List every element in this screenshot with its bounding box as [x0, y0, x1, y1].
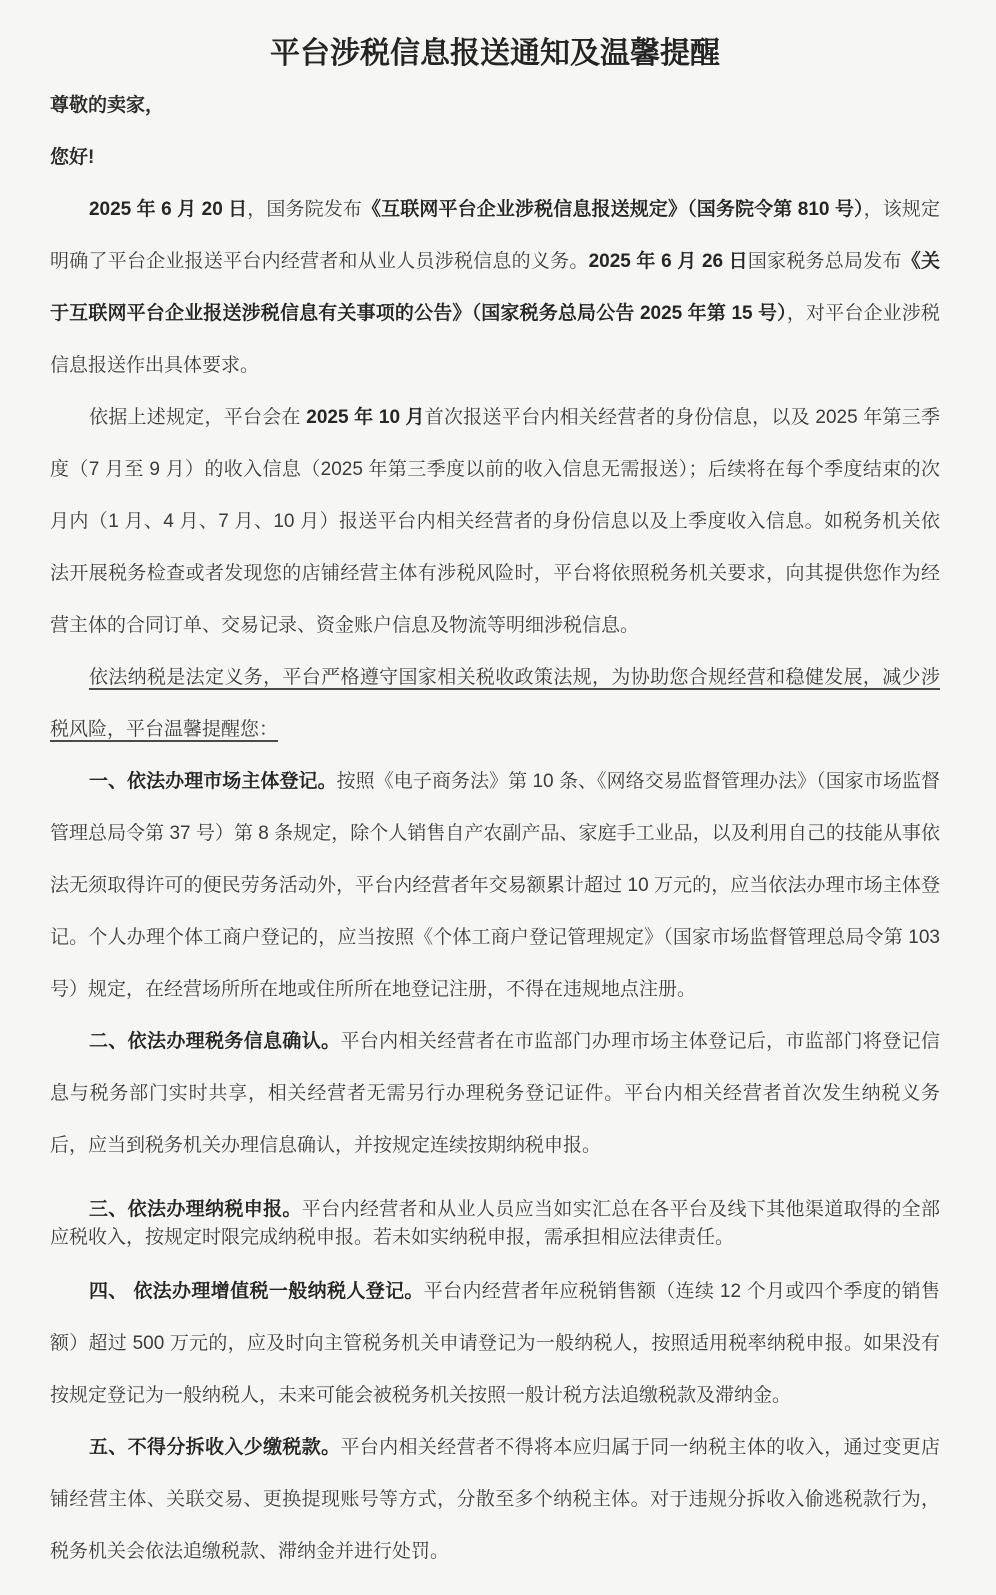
text-segment: ，该规定明确了平台企业报送平台内经营者和从业人员涉税信息的义务。 [50, 199, 940, 272]
bold-text-segment: 二、依法办理税务信息确认。 [88, 1031, 341, 1052]
text-segment: ，对平台企业涉税信息报送作出具体要求。 [50, 303, 940, 376]
document-body [50, 184, 940, 1578]
text-segment: 首次报送平台内相关经营者的身份信息，以及 2025 年第三季度（7 月至 9 月）的收入信息（2025 年第三季度以前的收入信息无需报送）；后续将在每个季度结束的次月内（1 月、4 月、7 月、10 月）报送平台内相关经营者的身份信息以及上季度收入信息。如税务机关依法开展税务检查或者发现您的店铺经营主体有涉税风险时，平台将依照税务机关要求，向其提供您作为经营主体的合同订单、交易记录、资金账户信息及物流等明细涉税信息。 [50, 407, 940, 636]
item-1-market-entity-registration [50, 756, 940, 1016]
para-reporting-schedule [50, 392, 940, 652]
bold-text-segment: 五、不得分拆收入少缴税款。 [88, 1437, 341, 1458]
item-3-tax-declaration [50, 1196, 940, 1252]
text-segment: 按照《电子商务法》第 10 条、《网络交易监督管理办法》（国家市场监督管理总局令第 37 号）第 8 条规定，除个人销售自产农副产品、家庭手工业品，以及利用自己的技能从事依法无须取得许可的便民劳务活动外，平台内经营者年交易额累计超过 10 万元的，应当依法办理市场主体登记。个人办理个体工商户登记的，应当按照《个体工商户登记管理规定》（国家市场监督管理总局令第 103 号）规定，在经营场所所在地或住所所在地登记注册，不得在违规地点注册。 [50, 771, 940, 1000]
bold-text-segment: 四、 依法办理增值税一般纳税人登记。 [88, 1281, 424, 1302]
text-segment: 依据上述规定，平台会在 [88, 407, 307, 428]
text-segment: 平台内相关经营者不得将本应归属于同一纳税主体的收入，通过变更店铺经营主体、关联交易、更换提现账号等方式，分散至多个纳税主体。对于违规分拆收入偷逃税款行为，税务机关会依法追缴税款、滞纳金并进行处罚。 [50, 1437, 940, 1562]
text-segment: 依法纳税是法定义务，平台严格遵守国家相关税收政策法规，为协助您合规经营和稳健发展，减少涉税风险，平台温馨提醒您： [50, 667, 940, 740]
para-regulation-announcement [50, 184, 940, 392]
item-4-vat-general-taxpayer-registration [50, 1266, 940, 1422]
para-compliance-reminder [50, 652, 940, 756]
bold-text-segment: 2025 年 6 月 20 日 [88, 199, 248, 220]
bold-text-segment: 《互联网平台企业涉税信息报送规定》（国务院令第 810 号） [362, 199, 864, 220]
text-segment: 平台内相关经营者在市监部门办理市场主体登记后，市监部门将登记信息与税务部门实时共享，相关经营者无需另行办理税务登记证件。平台内相关经营者首次发生纳税义务后，应当到税务机关办理信息确认，并按规定连续按期纳税申报。 [50, 1031, 940, 1156]
text-segment: 平台内经营者和从业人员应当如实汇总在各平台及线下其他渠道取得的全部应税收入，按规定时限完成纳税申报。若未如实纳税申报，需承担相应法律责任。 [50, 1199, 940, 1248]
item-2-tax-info-confirmation [50, 1016, 940, 1172]
text-segment: 国家税务总局发布 [747, 251, 902, 272]
greeting-hello: 您好! [50, 147, 95, 168]
bold-text-segment: 一、依法办理市场主体登记。 [88, 771, 337, 792]
bold-text-segment: 2025 年 6 月 26 日 [588, 251, 748, 272]
bold-text-segment: 《关于互联网平台企业报送涉税信息有关事项的公告》（国家税务总局公告 2025 年第 15 号） [50, 251, 940, 324]
text-segment: 平台内经营者年应税销售额（连续 12 个月或四个季度的销售额）超过 500 万元的，应及时向主管税务机关申请登记为一般纳税人，按照适用税率纳税申报。如果没有按规定登记为一般纳税人，未来可能会被税务机关按照一般计税方法追缴税款及滞纳金。 [50, 1281, 940, 1406]
greeting-salutation: 尊敬的卖家， [50, 95, 165, 116]
text-segment: ，国务院发布 [247, 199, 363, 220]
bold-text-segment: 2025 年 10 月 [306, 407, 425, 428]
item-5-no-income-splitting [50, 1422, 940, 1578]
bold-text-segment: 三、依法办理纳税申报。 [88, 1199, 302, 1220]
page-title: 平台涉税信息报送通知及温馨提醒 [270, 37, 720, 70]
